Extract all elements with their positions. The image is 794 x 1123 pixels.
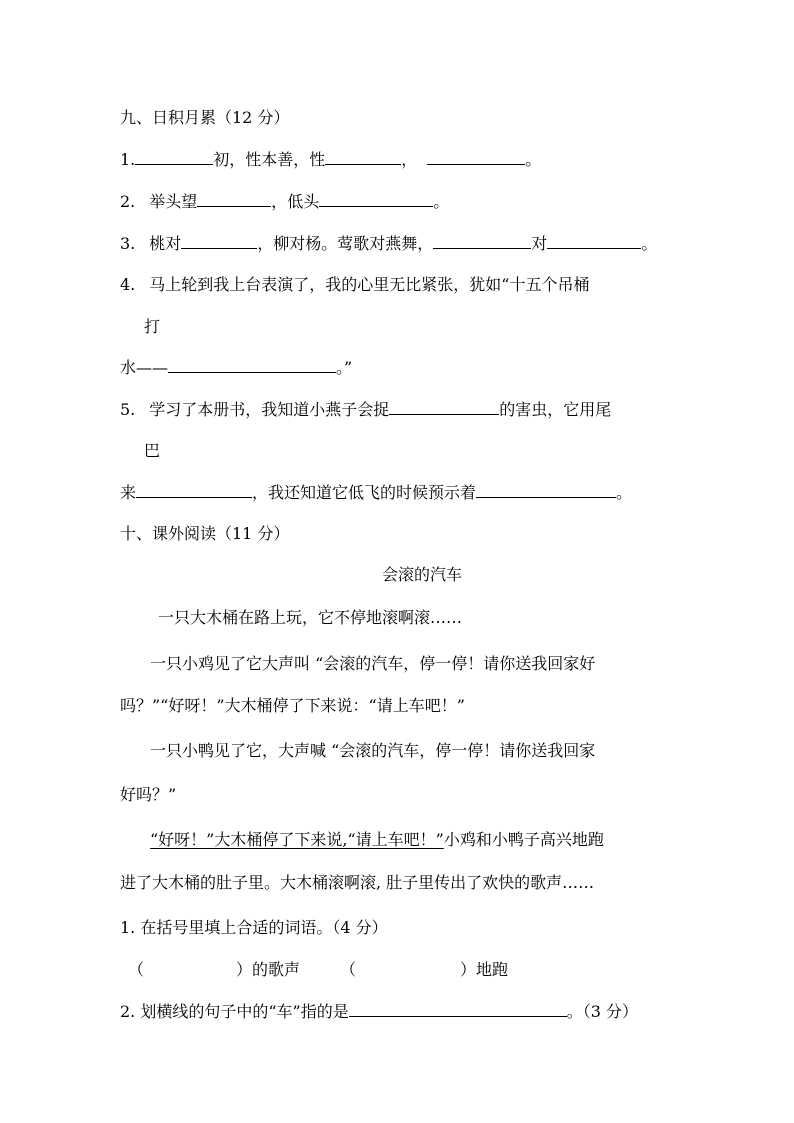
question-text: 。	[641, 234, 658, 253]
question-text: ）的歌声	[236, 960, 301, 979]
story-paragraph-2-line-1: 一只小鸡见了它大声叫 “会滚的汽车，停一停！请你送我回家好	[150, 654, 596, 673]
answer-blank[interactable]	[476, 483, 616, 498]
story-paragraph-3-line-1: 一只小鸭见了它，大声喊 “会滚的汽车，停一停！请你送我回家	[150, 741, 596, 760]
section-10-heading: 十、课外阅读（11 分）	[120, 524, 290, 543]
question-text: ）地跑	[460, 960, 509, 979]
story-paragraph-3-line-2: 好吗？”	[120, 785, 177, 804]
answer-blank[interactable]	[319, 192, 433, 207]
answer-blank[interactable]	[547, 234, 641, 249]
question-4-line-2: 打	[144, 317, 161, 336]
answer-blank[interactable]	[427, 150, 525, 165]
story-title: 会滚的汽车	[382, 565, 463, 584]
question-number: 3.	[120, 234, 136, 253]
answer-blank[interactable]	[168, 358, 336, 373]
story-paragraph-4-line-1	[150, 830, 604, 850]
paren-open: （	[128, 960, 145, 979]
question-5-line-2: 巴	[144, 441, 161, 460]
question-1	[120, 150, 541, 170]
section-9-heading: 九、日积月累（12 分）	[120, 108, 290, 127]
question-text: 。	[616, 483, 633, 502]
question-4-line-3	[120, 358, 352, 378]
question-text: 对	[531, 234, 548, 253]
story-text: 小鸡和小鸭子高兴地跑	[443, 830, 604, 849]
question-text: 的害虫，它用尾	[499, 400, 612, 419]
question-text: 。	[525, 150, 542, 169]
reading-question-2	[120, 1002, 638, 1022]
paren-open: （	[340, 960, 357, 979]
question-text: 2. 划横线的句子中的“车”指的是	[120, 1002, 349, 1021]
story-paragraph-4-line-2: 进了大木桶的肚子里。大木桶滚啊滚, 肚子里传出了欢快的歌声……	[120, 873, 595, 892]
reading-question-1-blanks	[128, 960, 508, 980]
answer-blank[interactable]	[181, 234, 257, 249]
question-text: ，柳对杨。莺歌对燕舞，	[257, 234, 434, 253]
question-text: ，低头	[271, 192, 320, 211]
question-text: 桃对	[149, 234, 182, 253]
question-number: 4.	[120, 275, 136, 294]
underlined-sentence: “好呀！”大木桶停了下来说,“请上车吧！”	[150, 830, 444, 849]
answer-blank[interactable]	[325, 150, 401, 165]
question-text: 。	[433, 192, 450, 211]
question-text: ，我还知道它低飞的时候预示着	[252, 483, 477, 502]
question-text: 。”	[336, 358, 353, 377]
question-5-line-1	[120, 400, 611, 420]
reading-question-1: 1. 在括号里填上合适的词语。（4 分）	[120, 918, 388, 937]
question-number: 1.	[120, 150, 136, 169]
story-paragraph-1: 一只大木桶在路上玩，它不停地滚啊滚……	[158, 608, 463, 627]
question-text: 来	[120, 483, 137, 502]
question-text: 举头望	[149, 192, 198, 211]
question-text: 。（3 分）	[566, 1002, 638, 1021]
answer-blank[interactable]	[349, 1002, 567, 1017]
answer-blank[interactable]	[389, 400, 499, 415]
question-text: 初，性本善，性	[213, 150, 326, 169]
question-3	[120, 234, 657, 254]
story-paragraph-2-line-2: 吗？”“好呀！”大木桶停了下来说：“请上车吧！”	[120, 696, 465, 715]
answer-blank[interactable]	[136, 483, 252, 498]
question-text: ，	[401, 150, 418, 169]
question-2	[120, 192, 449, 212]
answer-blank[interactable]	[433, 234, 531, 249]
answer-blank[interactable]	[135, 150, 213, 165]
question-text: 学习了本册书，我知道小燕子会捉	[149, 400, 390, 419]
answer-blank[interactable]	[197, 192, 271, 207]
question-5-line-3	[120, 483, 632, 503]
question-text: 马上轮到我上台表演了，我的心里无比紧张，犹如“十五个吊桶	[149, 275, 590, 294]
question-number: 2.	[120, 192, 136, 211]
question-text: 水——	[120, 358, 169, 377]
question-4-line-1	[120, 275, 589, 295]
question-number: 5.	[120, 400, 136, 419]
